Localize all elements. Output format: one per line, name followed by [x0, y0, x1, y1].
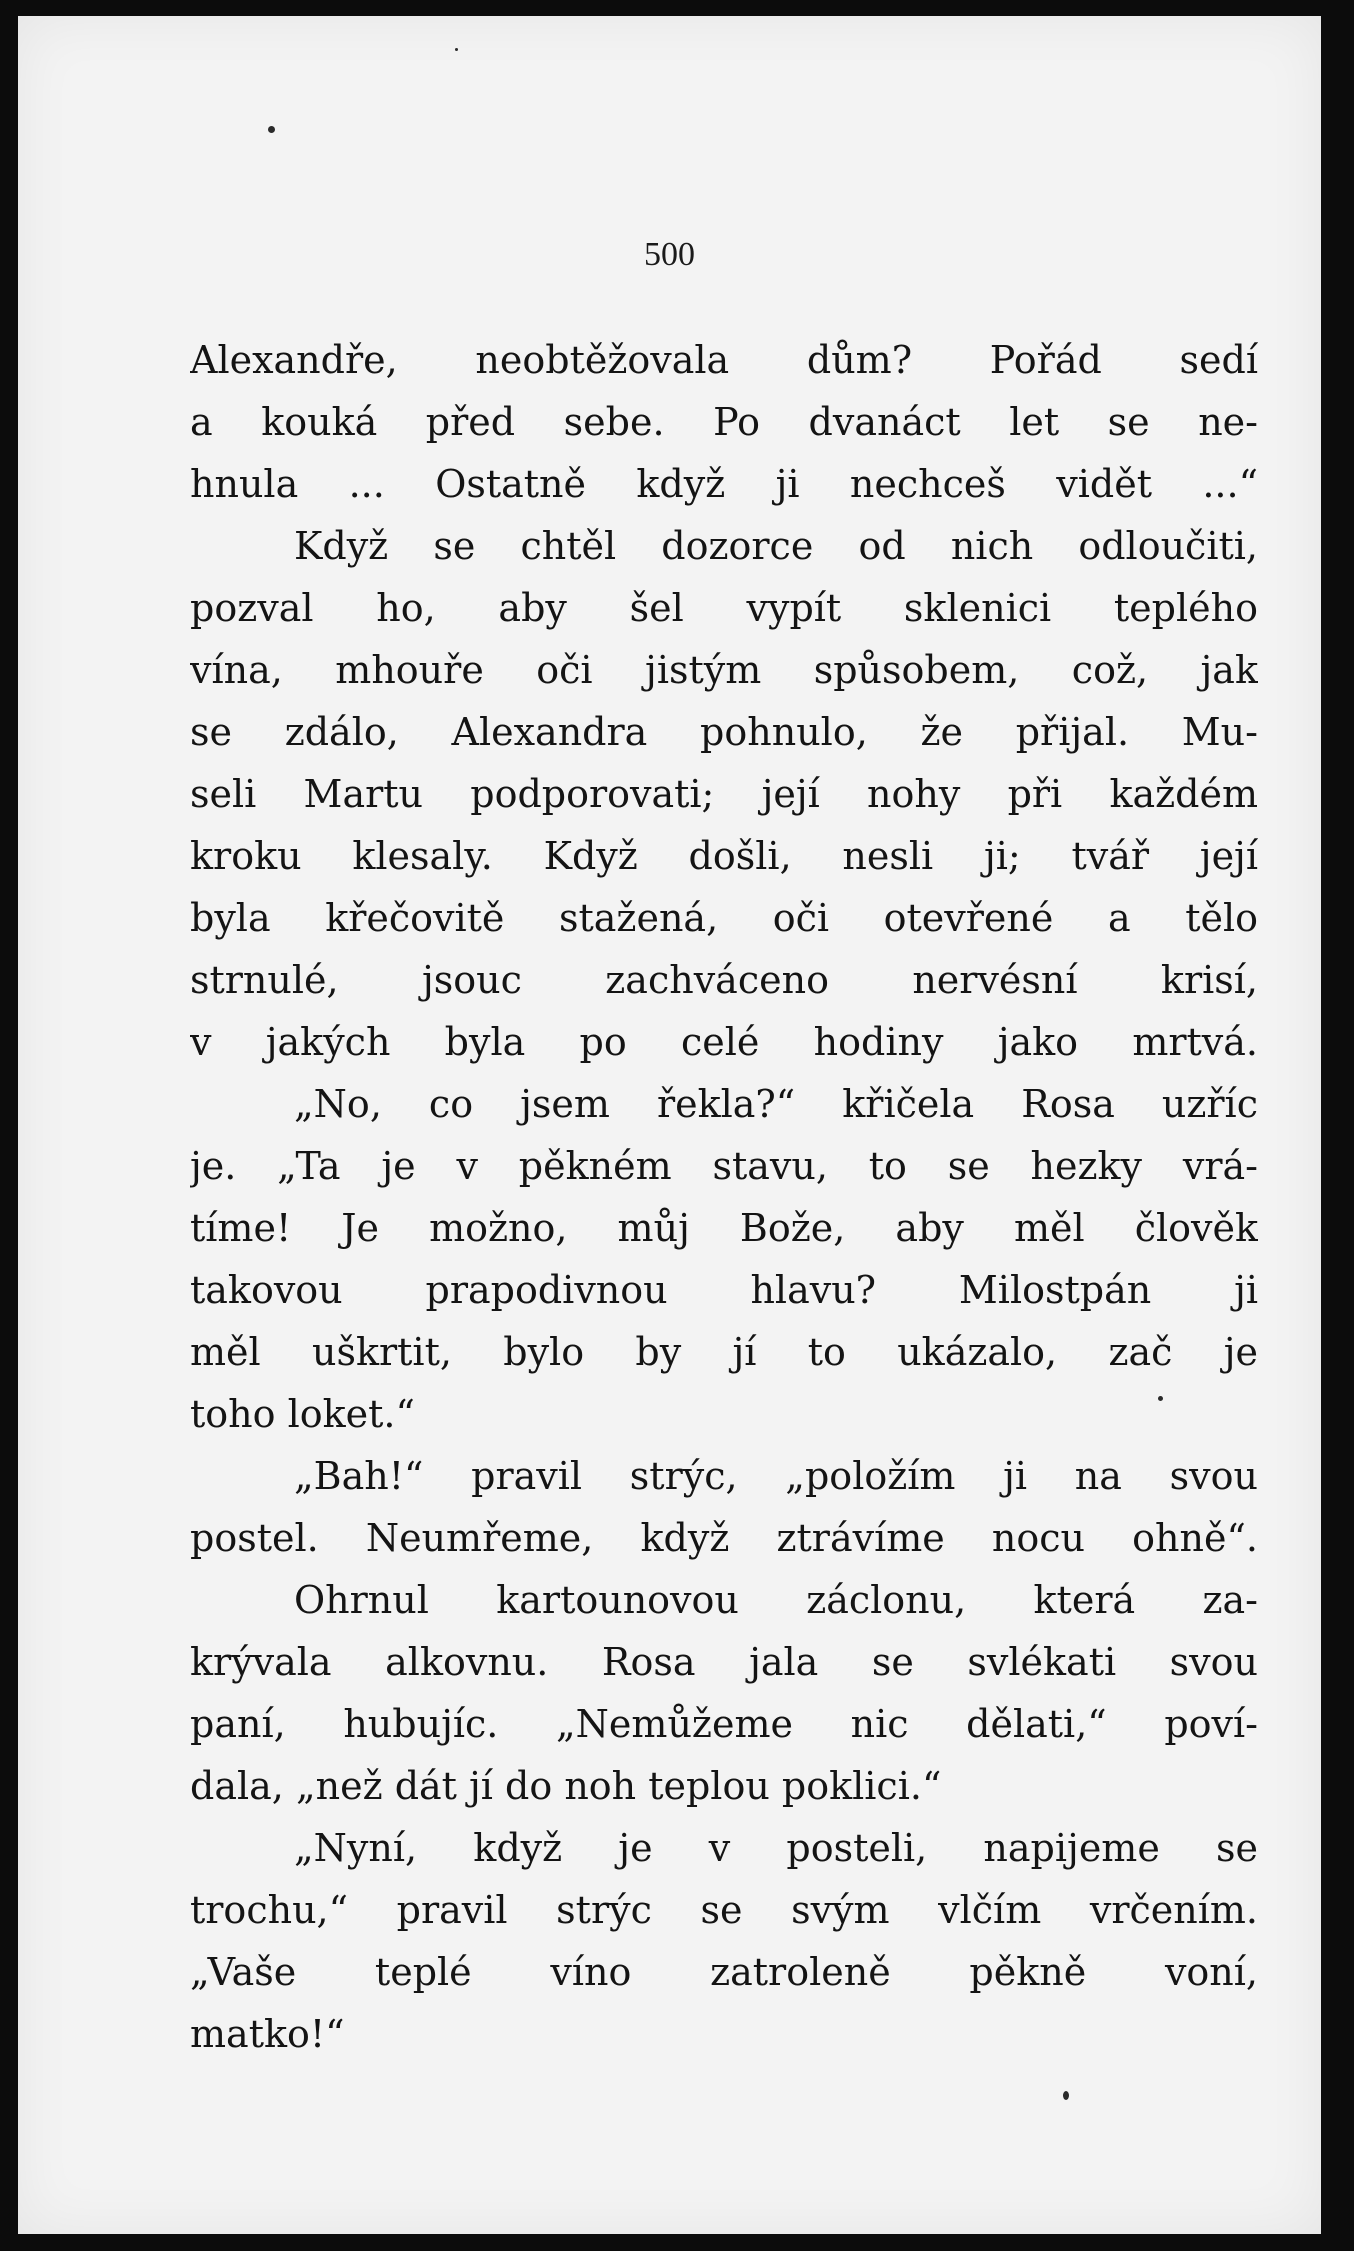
text-line: toho loket.“	[190, 1392, 415, 1436]
text-line: tíme! Je možno, můj Bože, aby měl člověk	[190, 1206, 1258, 1250]
book-page	[18, 16, 1321, 2234]
text-line: takovou prapodivnou hlavu? Milostpán ji	[190, 1268, 1258, 1312]
text-line: strnulé, jsouc zachváceno nervésní krisí,	[190, 958, 1258, 1002]
text-line: paní, hubujíc. „Nemůžeme nic dělati,“ poví-	[190, 1702, 1258, 1746]
paper-speck	[1063, 2091, 1069, 2100]
text-line: matko!“	[190, 2012, 345, 2056]
text-line: hnula ... Ostatně když ji nechceš vidět ...“	[190, 462, 1258, 506]
text-line: měl uškrtit, bylo by jí to ukázalo, zač je	[190, 1330, 1258, 1374]
text-line: vína, mhouře oči jistým spůsobem, což, jak	[190, 648, 1258, 692]
text-line: dala, „než dát jí do noh teplou poklici.“	[190, 1764, 942, 1808]
text-line: byla křečovitě stažená, oči otevřené a tělo	[190, 896, 1258, 940]
text-line: „Bah!“ pravil strýc, „položím ji na svou	[294, 1454, 1258, 1498]
text-line: trochu,“ pravil strýc se svým vlčím vrčením.	[190, 1888, 1258, 1932]
text-line: a kouká před sebe. Po dvanáct let se ne-	[190, 400, 1258, 444]
body-text	[190, 329, 1258, 2065]
paper-speck	[455, 48, 458, 51]
text-line: Alexandře, neobtěžovala dům? Pořád sedí	[190, 338, 1258, 382]
page-number: 500	[644, 236, 695, 273]
text-line: krývala alkovnu. Rosa jala se svlékati svou	[190, 1640, 1258, 1684]
text-line: v jakých byla po celé hodiny jako mrtvá.	[190, 1020, 1258, 1064]
text-line: je. „Ta je v pěkném stavu, to se hezky vrá-	[190, 1144, 1258, 1188]
text-line: kroku klesaly. Když došli, nesli ji; tvář její	[190, 834, 1258, 878]
text-line: se zdálo, Alexandra pohnulo, že přijal. Mu-	[190, 710, 1258, 754]
paper-speck	[268, 126, 275, 133]
text-line: „No, co jsem řekla?“ křičela Rosa uzříc	[294, 1082, 1258, 1126]
text-line: „Vaše teplé víno zatroleně pěkně voní,	[190, 1950, 1258, 1994]
text-line: Když se chtěl dozorce od nich odloučiti,	[294, 524, 1258, 568]
text-line: „Nyní, když je v posteli, napijeme se	[294, 1826, 1258, 1870]
text-line: Ohrnul kartounovou záclonu, která za-	[294, 1578, 1258, 1622]
text-line: seli Martu podporovati; její nohy při každém	[190, 772, 1258, 816]
text-line: postel. Neumřeme, když ztrávíme nocu ohně“.	[190, 1516, 1258, 1560]
text-line: pozval ho, aby šel vypít sklenici teplého	[190, 586, 1258, 630]
